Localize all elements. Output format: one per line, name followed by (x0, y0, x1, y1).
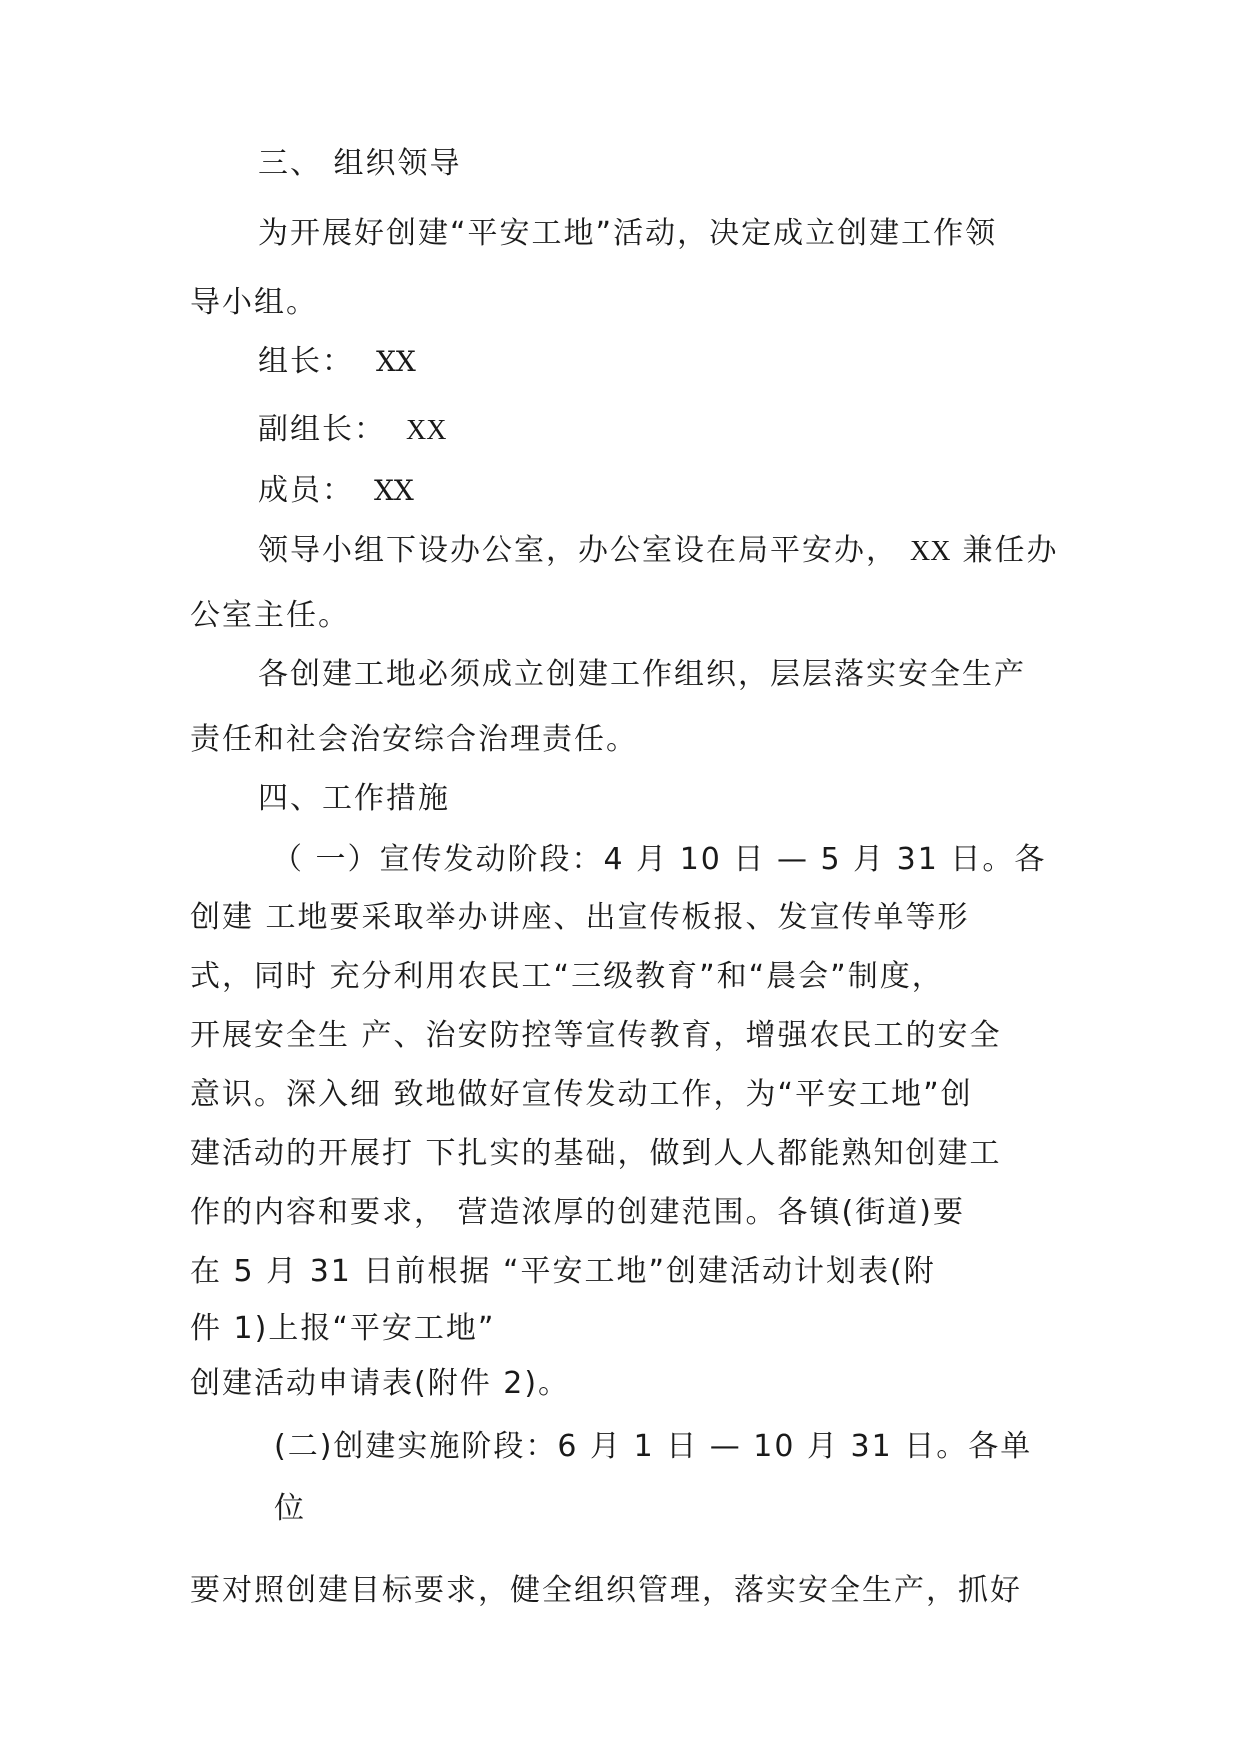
stage2-line-1: (二)创建实施阶段：6 月 1 日 — 10 月 31 日。各单 (274, 1429, 1033, 1464)
members-label: 成员： (258, 473, 354, 508)
members-value: XX (374, 474, 414, 507)
stage1-line: 创建 工地要采取举办讲座、出宣传板报、发宣传单等形 (190, 900, 970, 935)
section-3-heading: 三、 组织领导 (258, 146, 462, 181)
intro-line-1: 为开展好创建“平安工地”活动，决定成立创建工作领 (258, 216, 998, 251)
stage1-line: （ 一）宣传发动阶段：4 月 10 日 — 5 月 31 日。各 (272, 842, 1047, 877)
intro-line-2: 导小组。 (190, 285, 318, 320)
office-line-2: 公室主任。 (190, 598, 350, 633)
sites-line-2: 责任和社会治安综合治理责任。 (190, 722, 638, 757)
leader-value: XX (376, 345, 416, 378)
office-director: XX (910, 536, 951, 567)
leader-label: 组长： (258, 344, 354, 379)
deputy-label: 副组长： (258, 412, 386, 447)
office-text-2: 兼任办 (962, 533, 1059, 568)
stage1-line: 创建活动申请表(附件 2)。 (190, 1366, 571, 1401)
deputy-value: XX (406, 415, 447, 446)
stage2-line-3: 要对照创建目标要求，健全组织管理，落实安全生产，抓好 (190, 1573, 1022, 1608)
office-text-1: 领导小组下设办公室，办公室设在局平安办， (258, 533, 898, 568)
stage1-line: 在 5 月 31 日前根据 “平安工地”创建活动计划表(附 (190, 1254, 936, 1289)
stage1-line: 作的内容和要求， 营造浓厚的创建范围。各镇(街道)要 (190, 1195, 965, 1230)
leader-row (258, 342, 416, 382)
stage1-line: 件 1)上报“平安工地” (190, 1311, 496, 1346)
stage1-line: 建活动的开展打 下扎实的基础，做到人人都能熟知创建工 (190, 1136, 1002, 1171)
stage1-line: 意识。深入细 致地做好宣传发动工作，为“平安工地”创 (190, 1077, 973, 1112)
stage1-line: 开展安全生 产、治安防控等宣传教育，增强农民工的安全 (190, 1018, 1002, 1053)
deputy-row (258, 410, 446, 451)
section-4-heading: 四、工作措施 (258, 781, 450, 816)
sites-line-1: 各创建工地必须成立创建工作组织，层层落实安全生产 (258, 657, 1026, 692)
members-row (258, 471, 414, 511)
stage2-line-2: 位 (274, 1491, 306, 1526)
office-line-1 (258, 531, 1058, 572)
stage1-line: 式，同时 充分利用农民工“三级教育”和“晨会”制度， (190, 959, 944, 994)
